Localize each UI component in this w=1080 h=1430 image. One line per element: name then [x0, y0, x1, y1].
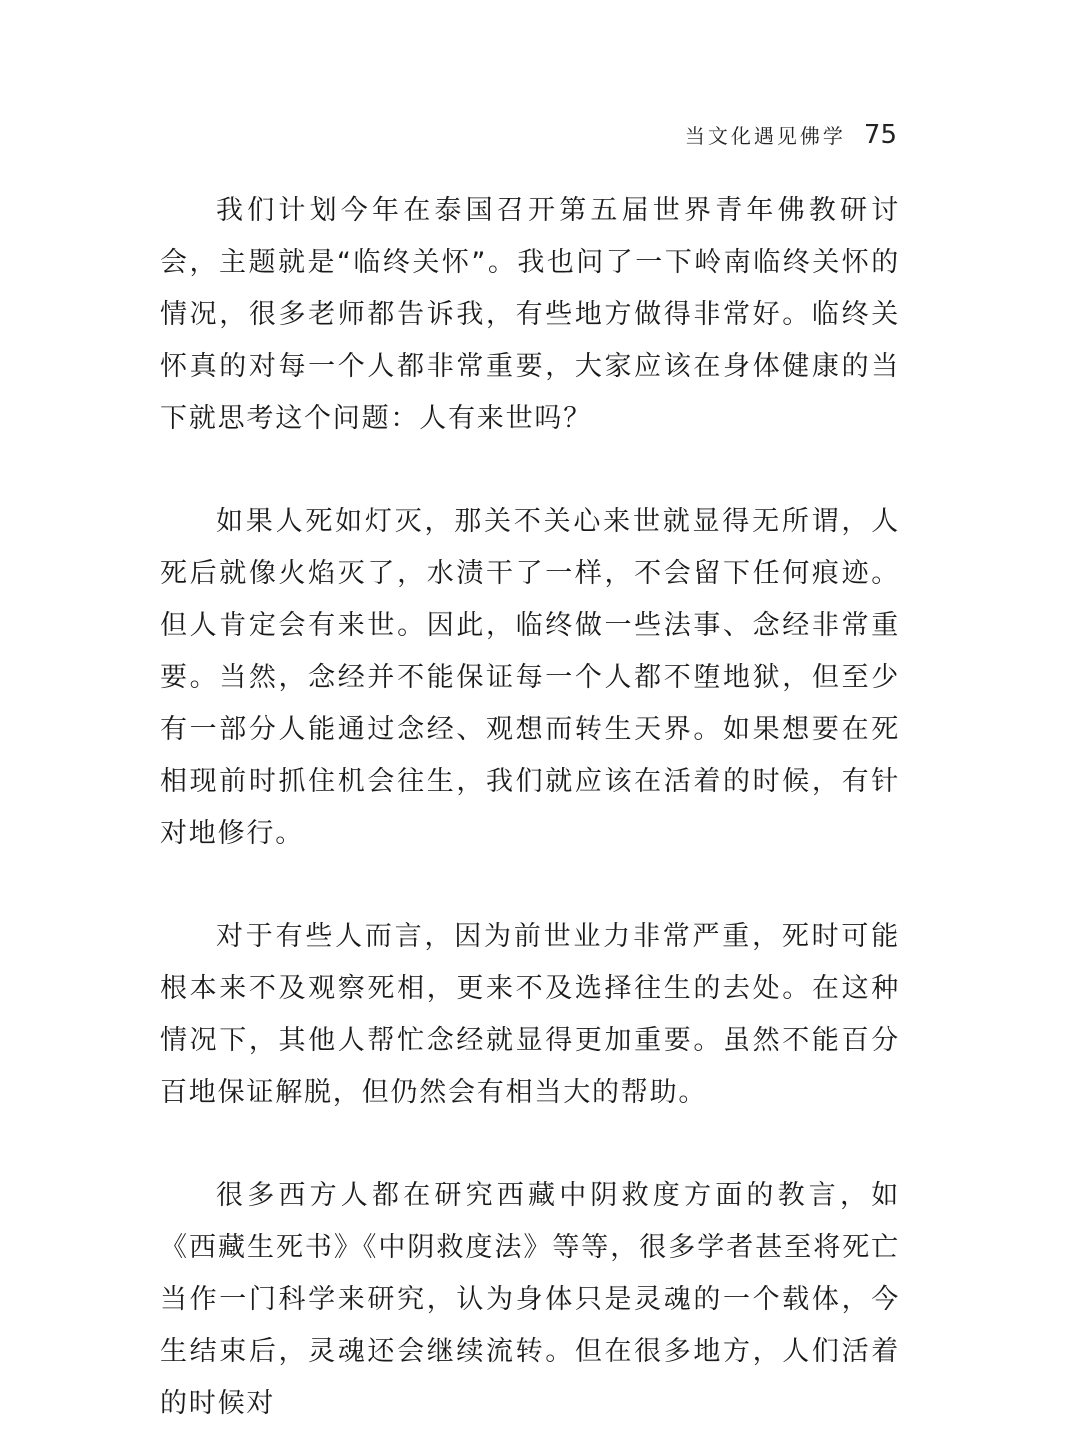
- paragraph: 很多西方人都在研究西藏中阴救度方面的教言，如《西藏生死书》《中阴救度法》等等，很多学者甚至将死亡当作一门科学来研究，认为身体只是灵魂的一个载体，今生结束后，灵魂还会继续流转。但在很多地方，人们活着的时候对: [160, 1180, 900, 1419]
- page-number: 75: [863, 120, 897, 150]
- paragraph: 如果人死如灯灭，那关不关心来世就显得无所谓，人死后就像火焰灭了，水渍干了一样，不会留下任何痕迹。但人肯定会有来世。因此，临终做一些法事、念经非常重要。当然，念经并不能保证每一个人都不堕地狱，但至少有一部分人能通过念经、观想而转生天界。如果想要在死相现前时抓住机会往生，我们就应该在活着的时候，有针对地修行。: [160, 506, 900, 849]
- running-title: 当文化遇见佛学: [684, 124, 846, 148]
- body-text: [160, 185, 900, 1430]
- paragraph: 我们计划今年在泰国召开第五届世界青年佛教研讨会，主题就是“临终关怀”。我也问了一下岭南临终关怀的情况，很多老师都告诉我，有些地方做得非常好。临终关怀真的对每一个人都非常重要，大家应该在身体健康的当下就思考这个问题：人有来世吗？: [160, 195, 900, 434]
- running-header: [685, 120, 897, 150]
- paragraph: 对于有些人而言，因为前世业力非常严重，死时可能根本来不及观察死相，更来不及选择往生的去处。在这种情况下，其他人帮忙念经就显得更加重要。虽然不能百分百地保证解脱，但仍然会有相当大的帮助。: [160, 921, 900, 1108]
